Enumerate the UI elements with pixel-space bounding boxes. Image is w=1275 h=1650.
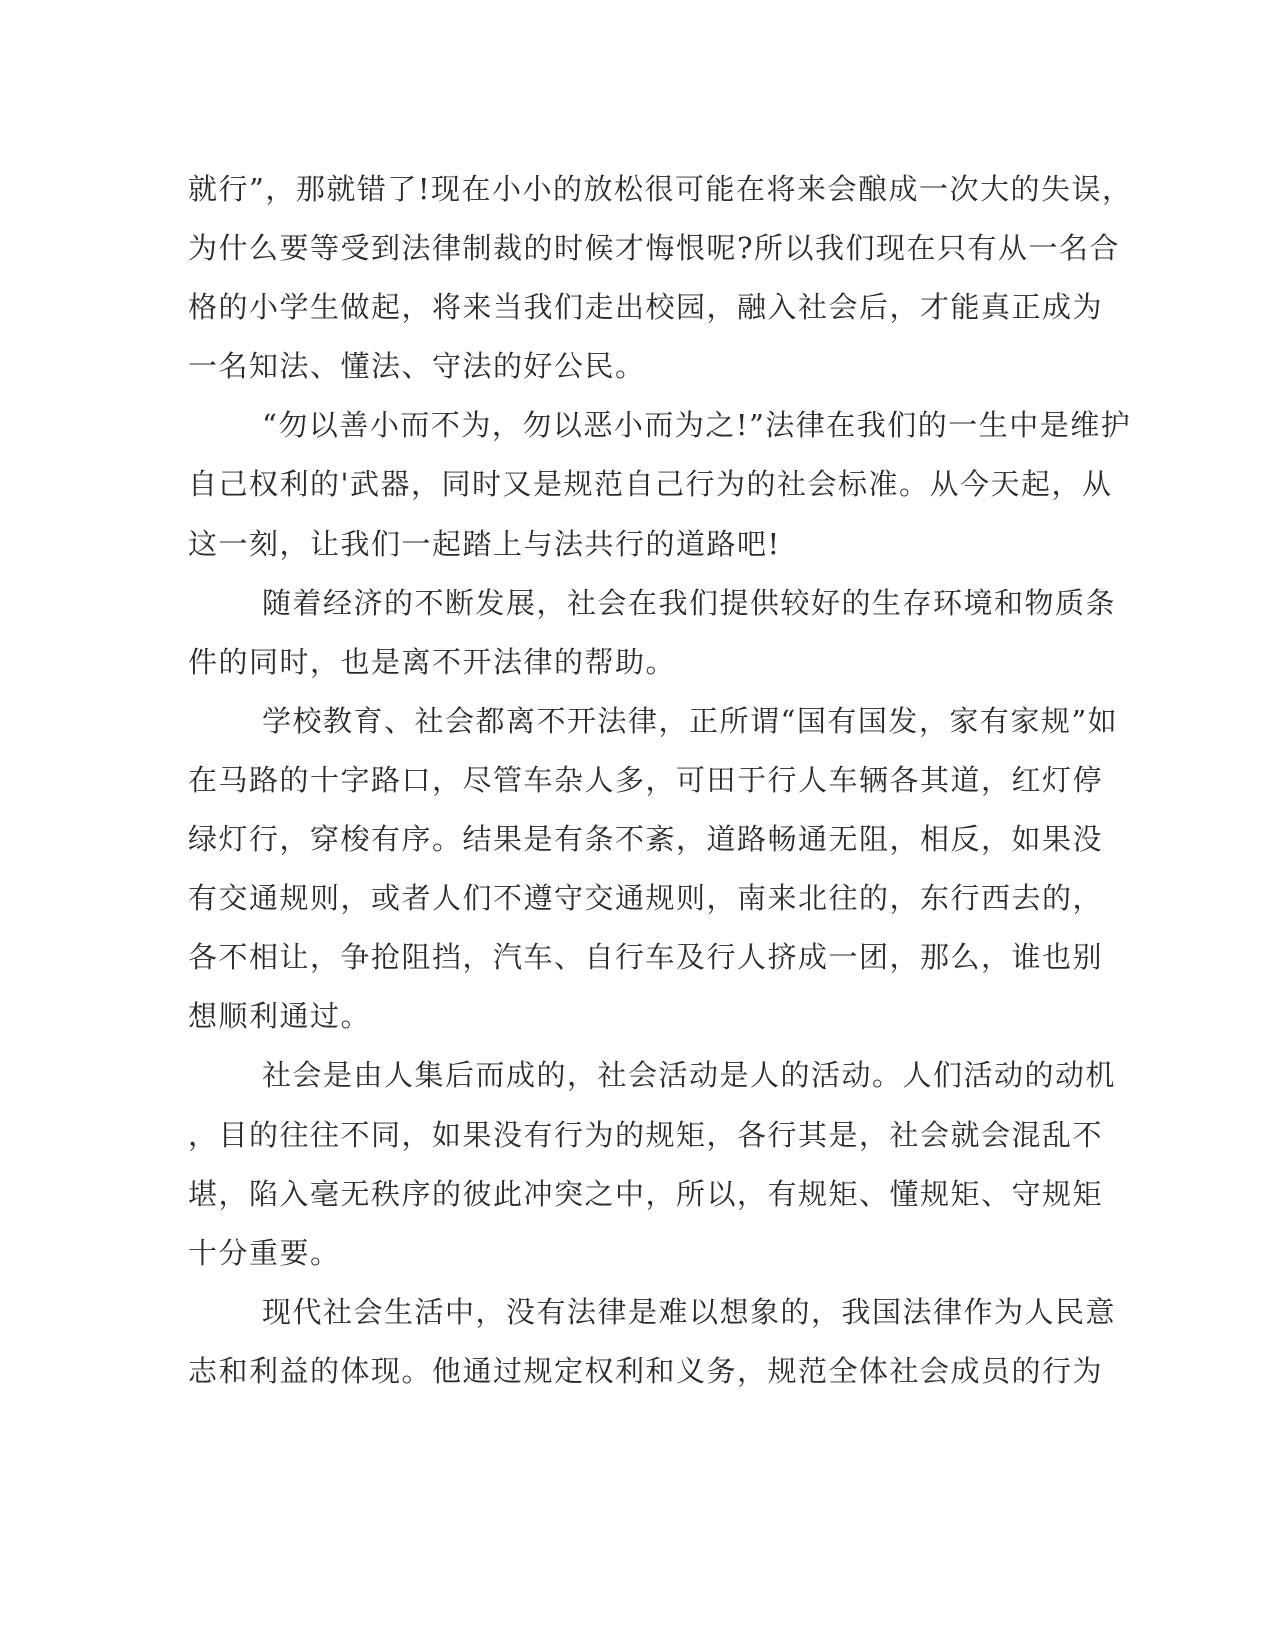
- paragraph-first-line: 学校教育、社会都离不开法律，正所谓“国有国发，家有家规”如: [262, 703, 1119, 738]
- document-body: [188, 160, 1133, 1401]
- text-line: 件的同时，也是离不开法律的帮助。: [188, 644, 677, 679]
- text-line: 想顺利通过。: [188, 999, 372, 1034]
- text-line: 绿灯行，穿梭有序。结果是有条不紊，道路畅通无阻，相反，如果没: [188, 822, 1104, 857]
- text-line: 在马路的十字路口，尽管车杂人多，可田于行人车辆各其道，红灯停: [188, 762, 1104, 797]
- text-line: 各不相让，争抢阻挡，汽车、自行车及行人挤成一团，那么，谁也别: [188, 940, 1104, 975]
- text-line: ，目的往往不同，如果没有行为的规矩，各行其是，社会就会混乱不: [188, 1117, 1104, 1152]
- text-line: 格的小学生做起，将来当我们走出校园，融入社会后，才能真正成为: [188, 290, 1104, 325]
- paragraph-first-line: “勿以善小而不为，勿以恶小而为之!”法律在我们的一生中是维护: [262, 408, 1132, 443]
- text-line: 这一刻，让我们一起踏上与法共行的道路吧!: [188, 526, 781, 561]
- paragraph-first-line: 现代社会生活中，没有法律是难以想象的，我国法律作为人民意: [262, 1294, 1117, 1329]
- paragraph-first-line: 随着经济的不断发展，社会在我们提供较好的生存环境和物质条: [262, 585, 1117, 620]
- text-line: 志和利益的体现。他通过规定权利和义务，规范全体社会成员的行为: [188, 1353, 1104, 1388]
- text-line: 一名知法、懂法、守法的好公民。: [188, 349, 646, 384]
- text-line: 有交通规则，或者人们不遵守交通规则，南来北往的，东行西去的，: [188, 881, 1104, 916]
- text-line: 为什么要等受到法律制裁的时候才悔恨呢?所以我们现在只有从一名合: [188, 231, 1121, 266]
- text-line: 十分重要。: [188, 1235, 341, 1270]
- text-line: 堪，陷入毫无秩序的彼此冲突之中，所以，有规矩、懂规矩、守规矩: [188, 1176, 1104, 1211]
- text-line: 就行”，那就错了!现在小小的放松很可能在将来会酿成一次大的失误，: [188, 172, 1133, 206]
- paragraph-first-line: 社会是由人集后而成的，社会活动是人的活动。人们活动的动机: [262, 1058, 1117, 1093]
- text-line: 自己权利的'武器，同时又是规范自己行为的社会标准。从今天起，从: [188, 467, 1113, 502]
